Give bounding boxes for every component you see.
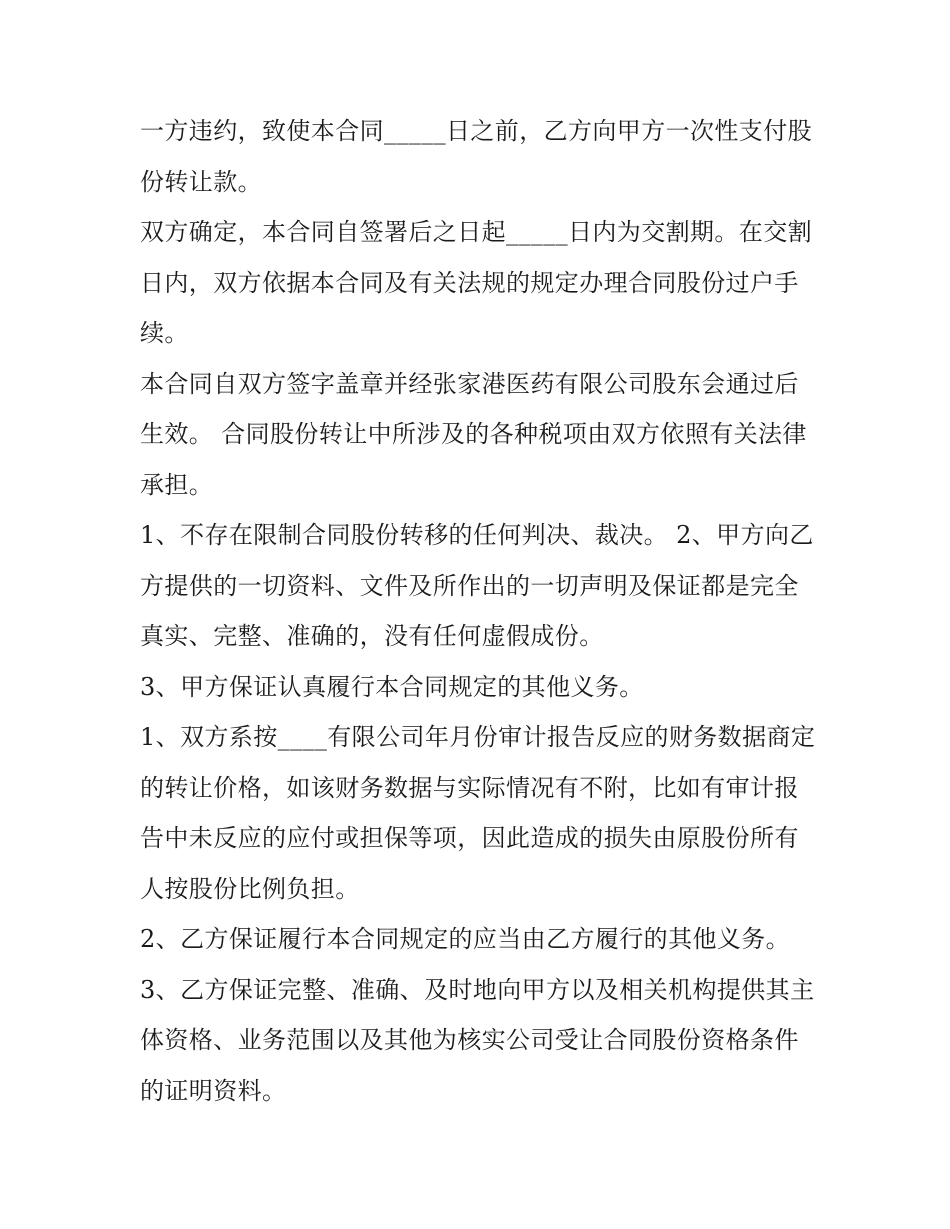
paragraph-effectiveness-taxes: 本合同自双方签字盖章并经张家港医药有限公司股东会通过后生效。 合同股份转让中所涉及的各种税项由双方依照有关法律承担。 — [140, 369, 807, 499]
paragraph-default-payment: 一方违约，致使本合同_____日之前，乙方向甲方一次性支付股份转让款。 — [140, 117, 812, 196]
paragraph-price-basis: 1、双方系按____有限公司年月份审计报告反应的财务数据商定的转让价格，如该财务数据与实际情况有不附，比如有审计报告中未反应的应付或担保等项，因此造成的损失由原股份所有人按股份比例负担。 — [140, 723, 816, 903]
paragraph-party-a-warranties: 1、不存在限制合同股份转移的任何判决、裁决。 2、甲方向乙方提供的一切资料、文件及所作出的一切声明及保证都是完全真实、完整、准确的，没有任何虚假成份。 — [140, 521, 814, 650]
paragraph-party-a-obligations: 3、甲方保证认真履行本合同规定的其他义务。 — [140, 672, 644, 701]
paragraph-party-b-documents: 3、乙方保证完整、准确、及时地向甲方以及相关机构提供其主体资格、业务范围以及其他为核实公司受让合同股份资格条件的证明资料。 — [140, 975, 815, 1105]
paragraph-delivery-period: 双方确定，本合同自签署后之日起_____日内为交割期。在交割日内，双方依据本合同及有关法规的规定办理合同股份过户手续。 — [140, 218, 812, 347]
paragraph-party-b-obligations: 2、乙方保证履行本合同规定的应当由乙方履行的其他义务。 — [140, 925, 791, 953]
document-body — [140, 106, 820, 1116]
